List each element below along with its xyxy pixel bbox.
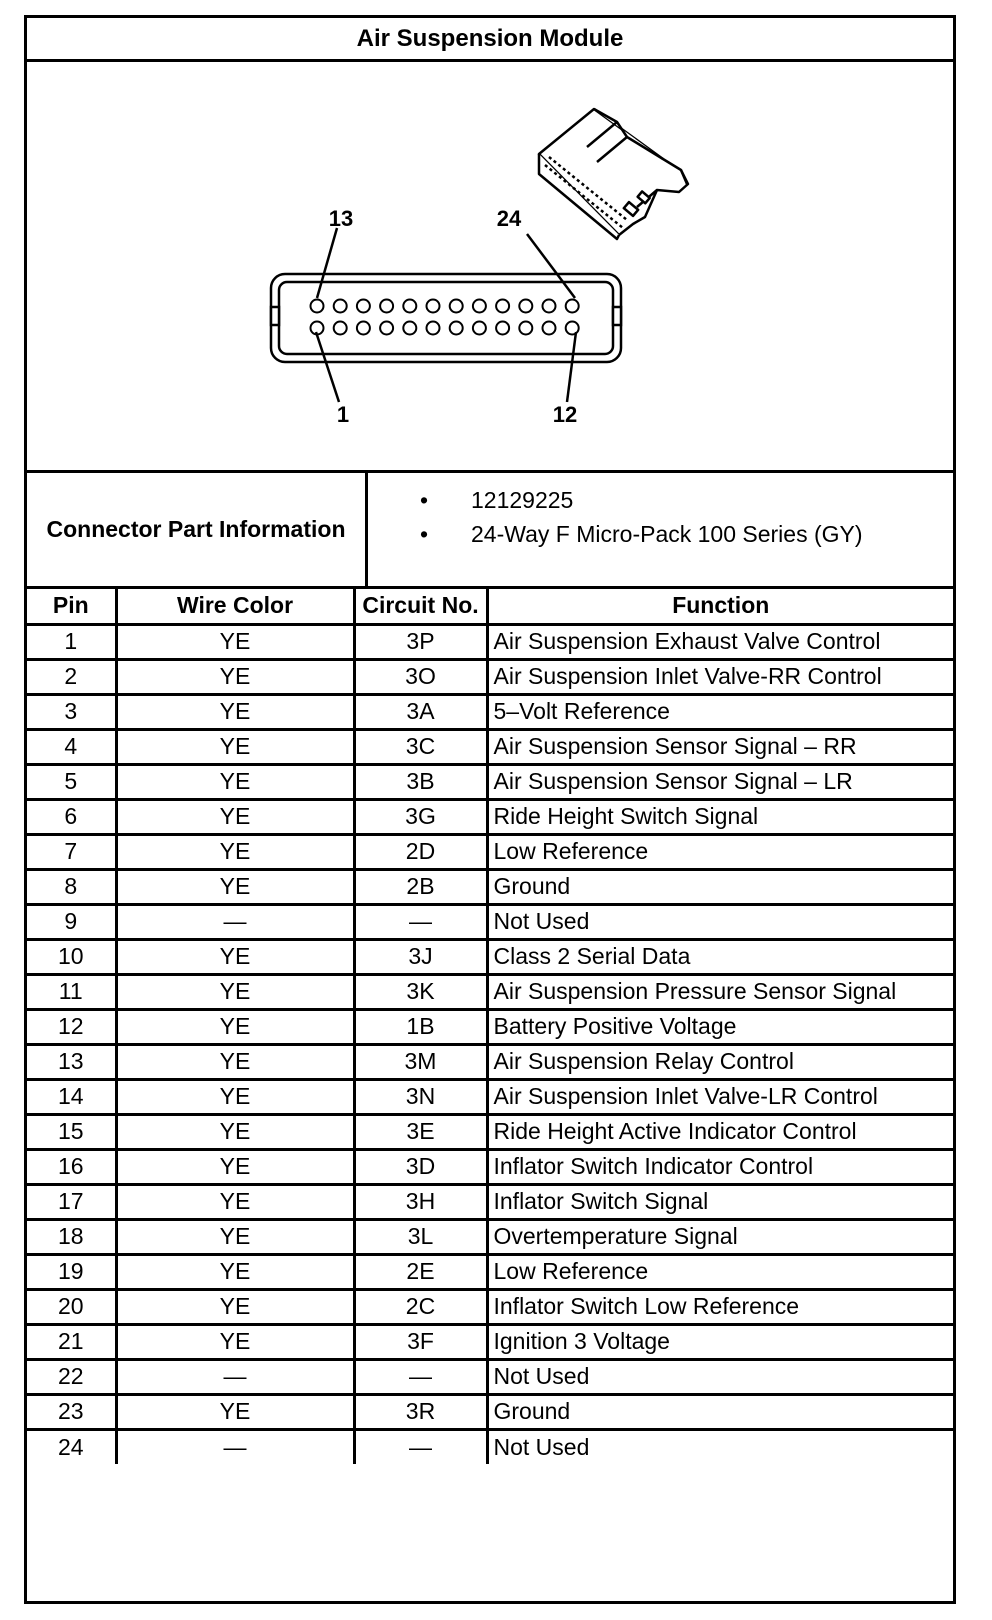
pin-label-12: 12 xyxy=(552,402,578,427)
connector-diagram xyxy=(27,62,953,470)
wire-color-cell: YE xyxy=(116,1114,354,1149)
connector-pin xyxy=(496,300,509,313)
pin-cell: 9 xyxy=(27,904,116,939)
function-cell: Air Suspension Inlet Valve-LR Control xyxy=(487,1079,953,1114)
table-row xyxy=(27,1359,953,1394)
circuit-no-cell: 3E xyxy=(354,1114,487,1149)
wire-color-cell: YE xyxy=(116,1289,354,1324)
connector-pin xyxy=(403,322,416,335)
function-cell: Battery Positive Voltage xyxy=(487,1009,953,1044)
function-cell: Not Used xyxy=(487,904,953,939)
wire-color-cell: YE xyxy=(116,834,354,869)
circuit-no-cell: 3B xyxy=(354,764,487,799)
connector-pin xyxy=(496,322,509,335)
connector-pin xyxy=(566,300,579,313)
table-row xyxy=(27,1254,953,1289)
pin-cell: 4 xyxy=(27,729,116,764)
pin-cell: 18 xyxy=(27,1219,116,1254)
table-row xyxy=(27,1324,953,1359)
circuit-no-cell: 3D xyxy=(354,1149,487,1184)
circuit-no-cell: 3C xyxy=(354,729,487,764)
wire-color-cell: YE xyxy=(116,939,354,974)
wire-color-cell: — xyxy=(116,904,354,939)
connector-pin xyxy=(473,322,486,335)
table-row xyxy=(27,869,953,904)
wire-color-cell: YE xyxy=(116,1394,354,1429)
circuit-no-cell: — xyxy=(354,904,487,939)
table-row xyxy=(27,1009,953,1044)
connector-part-info xyxy=(27,473,953,589)
function-cell: Low Reference xyxy=(487,834,953,869)
header-pin: Pin xyxy=(27,589,116,624)
pin-cell: 20 xyxy=(27,1289,116,1324)
circuit-no-cell: — xyxy=(354,1359,487,1394)
function-cell: Ride Height Active Indicator Control xyxy=(487,1114,953,1149)
wire-color-cell: YE xyxy=(116,1324,354,1359)
table-row xyxy=(27,1429,953,1464)
connector-pin xyxy=(403,300,416,313)
part-number: • 12129225 xyxy=(368,483,863,517)
connector-pin xyxy=(357,300,370,313)
circuit-no-cell: 3G xyxy=(354,799,487,834)
circuit-no-cell: 3R xyxy=(354,1394,487,1429)
function-cell: Air Suspension Exhaust Valve Control xyxy=(487,624,953,659)
table-row xyxy=(27,764,953,799)
header-function: Function xyxy=(487,589,953,624)
connector-pin xyxy=(450,322,463,335)
wire-color-cell: YE xyxy=(116,659,354,694)
table-row xyxy=(27,1149,953,1184)
wire-color-cell: YE xyxy=(116,799,354,834)
function-cell: Air Suspension Inlet Valve-RR Control xyxy=(487,659,953,694)
connector-part-info-list xyxy=(368,483,863,551)
wire-color-cell: YE xyxy=(116,729,354,764)
table-row xyxy=(27,694,953,729)
table-row xyxy=(27,974,953,1009)
function-cell: Not Used xyxy=(487,1429,953,1464)
pin-cell: 22 xyxy=(27,1359,116,1394)
document-title: Air Suspension Module xyxy=(27,18,953,62)
function-cell: Air Suspension Sensor Signal – LR xyxy=(487,764,953,799)
connector-pin xyxy=(427,300,440,313)
wire-color-cell: YE xyxy=(116,869,354,904)
connector-pin xyxy=(357,322,370,335)
function-cell: Inflator Switch Low Reference xyxy=(487,1289,953,1324)
table-row xyxy=(27,1044,953,1079)
connector-pin xyxy=(543,300,556,313)
function-cell: Ground xyxy=(487,1394,953,1429)
connector-end-view xyxy=(271,228,621,402)
table-row xyxy=(27,1079,953,1114)
pin-cell: 14 xyxy=(27,1079,116,1114)
circuit-no-cell: 3L xyxy=(354,1219,487,1254)
connector-pin xyxy=(473,300,486,313)
table-row xyxy=(27,1289,953,1324)
connector-end-view-document xyxy=(24,15,956,1604)
connector-description: • 24-Way F Micro-Pack 100 Series (GY) xyxy=(368,517,863,551)
pin-cell: 1 xyxy=(27,624,116,659)
table-row xyxy=(27,624,953,659)
connector-pin xyxy=(450,300,463,313)
circuit-no-cell: 3J xyxy=(354,939,487,974)
function-cell: Ignition 3 Voltage xyxy=(487,1324,953,1359)
function-cell: 5–Volt Reference xyxy=(487,694,953,729)
circuit-no-cell: 3M xyxy=(354,1044,487,1079)
connector-pin xyxy=(380,300,393,313)
wire-color-cell: YE xyxy=(116,1219,354,1254)
circuit-no-cell: 3A xyxy=(354,694,487,729)
header-wire-color: Wire Color xyxy=(116,589,354,624)
circuit-no-cell: 2C xyxy=(354,1289,487,1324)
connector-pin xyxy=(427,322,440,335)
pin-cell: 11 xyxy=(27,974,116,1009)
function-cell: Inflator Switch Indicator Control xyxy=(487,1149,953,1184)
connector-pin xyxy=(334,322,347,335)
wire-color-cell: YE xyxy=(116,1044,354,1079)
function-cell: Overtemperature Signal xyxy=(487,1219,953,1254)
connector-pin xyxy=(334,300,347,313)
pin-label-13: 13 xyxy=(328,206,354,231)
connector-pin xyxy=(543,322,556,335)
table-row xyxy=(27,904,953,939)
pin-cell: 15 xyxy=(27,1114,116,1149)
pin-cell: 7 xyxy=(27,834,116,869)
pinout-table xyxy=(27,589,953,1464)
function-cell: Ground xyxy=(487,869,953,904)
connector-pin xyxy=(519,322,532,335)
connector-part-info-label: Connector Part Information xyxy=(27,473,368,586)
pin-cell: 19 xyxy=(27,1254,116,1289)
wire-color-cell: YE xyxy=(116,974,354,1009)
pin-cell: 5 xyxy=(27,764,116,799)
connector-figure xyxy=(27,62,953,473)
header-circuit-no: Circuit No. xyxy=(354,589,487,624)
table-row xyxy=(27,834,953,869)
table-row xyxy=(27,1219,953,1254)
circuit-no-cell: 3P xyxy=(354,624,487,659)
table-row xyxy=(27,1184,953,1219)
table-row xyxy=(27,1394,953,1429)
wire-color-cell: YE xyxy=(116,1149,354,1184)
connector-pin xyxy=(519,300,532,313)
circuit-no-cell: 3N xyxy=(354,1079,487,1114)
pin-cell: 3 xyxy=(27,694,116,729)
wire-color-cell: — xyxy=(116,1429,354,1464)
wire-color-cell: YE xyxy=(116,1184,354,1219)
pin-cell: 6 xyxy=(27,799,116,834)
circuit-no-cell: 3F xyxy=(354,1324,487,1359)
pin-label-1: 1 xyxy=(336,402,350,427)
connector-3d-sketch xyxy=(539,109,688,239)
table-row xyxy=(27,659,953,694)
connector-pin xyxy=(311,300,324,313)
wire-color-cell: YE xyxy=(116,1079,354,1114)
pin-cell: 8 xyxy=(27,869,116,904)
pin-cell: 2 xyxy=(27,659,116,694)
pin-cell: 12 xyxy=(27,1009,116,1044)
circuit-no-cell: 3K xyxy=(354,974,487,1009)
table-row xyxy=(27,1114,953,1149)
pin-cell: 21 xyxy=(27,1324,116,1359)
wire-color-cell: YE xyxy=(116,624,354,659)
circuit-no-cell: 2D xyxy=(354,834,487,869)
function-cell: Ride Height Switch Signal xyxy=(487,799,953,834)
circuit-no-cell: 2B xyxy=(354,869,487,904)
function-cell: Air Suspension Pressure Sensor Signal xyxy=(487,974,953,1009)
function-cell: Not Used xyxy=(487,1359,953,1394)
circuit-no-cell: 2E xyxy=(354,1254,487,1289)
function-cell: Class 2 Serial Data xyxy=(487,939,953,974)
wire-color-cell: YE xyxy=(116,1009,354,1044)
function-cell: Air Suspension Relay Control xyxy=(487,1044,953,1079)
pin-cell: 17 xyxy=(27,1184,116,1219)
pin-label-24: 24 xyxy=(496,206,522,231)
wire-color-cell: YE xyxy=(116,1254,354,1289)
table-row xyxy=(27,939,953,974)
circuit-no-cell: 3O xyxy=(354,659,487,694)
pin-cell: 16 xyxy=(27,1149,116,1184)
table-row xyxy=(27,729,953,764)
pin-cell: 23 xyxy=(27,1394,116,1429)
function-cell: Inflator Switch Signal xyxy=(487,1184,953,1219)
pin-cell: 24 xyxy=(27,1429,116,1464)
pin-cell: 13 xyxy=(27,1044,116,1079)
function-cell: Low Reference xyxy=(487,1254,953,1289)
wire-color-cell: YE xyxy=(116,694,354,729)
function-cell: Air Suspension Sensor Signal – RR xyxy=(487,729,953,764)
circuit-no-cell: 3H xyxy=(354,1184,487,1219)
circuit-no-cell: 1B xyxy=(354,1009,487,1044)
wire-color-cell: — xyxy=(116,1359,354,1394)
connector-pin xyxy=(380,322,393,335)
pin-cell: 10 xyxy=(27,939,116,974)
table-row xyxy=(27,799,953,834)
pinout-table-header xyxy=(27,589,953,624)
wire-color-cell: YE xyxy=(116,764,354,799)
circuit-no-cell: — xyxy=(354,1429,487,1464)
